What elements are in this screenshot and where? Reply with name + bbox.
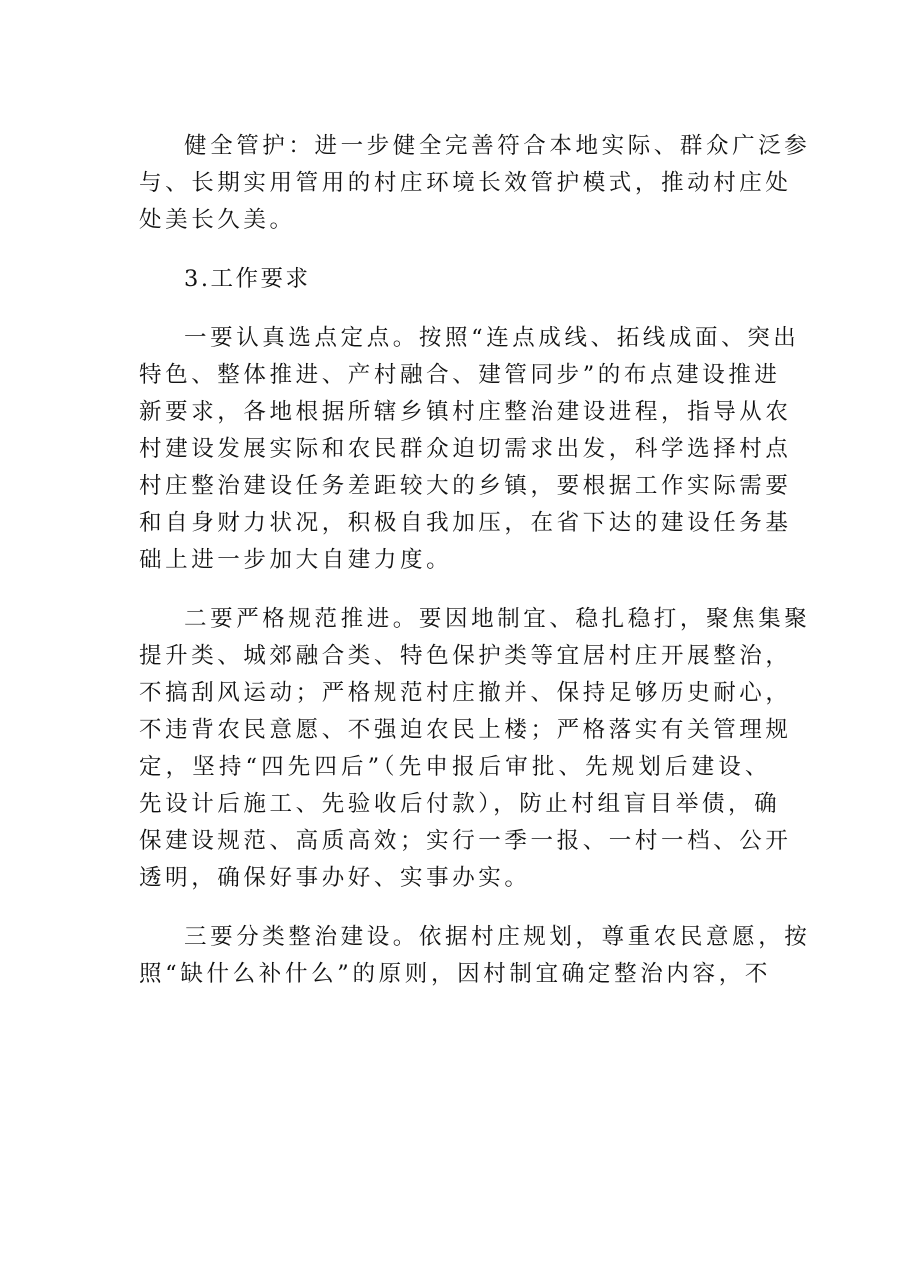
text-line: 保建设规范、高质高效；实行一季一报、一村一档、公开 — [139, 828, 792, 854]
text-line: 透明，确保好事办好、实事办实。 — [139, 865, 531, 891]
text-line: 提升类、城郊融合类、特色保护类等宜居村庄开展整治， — [139, 643, 792, 669]
section-heading-work-requirements: 3.工作要求 — [184, 266, 311, 292]
text-line: 不搞刮风运动；严格规范村庄撤并、保持足够历史耐心， — [139, 680, 792, 706]
text-line: 先设计后施工、先验收后付款），防止村组盲目举债，确 — [139, 791, 781, 817]
text-line: 照“缺什么补什么”的原则，因村制宜确定整治内容，不 — [139, 961, 771, 987]
text-line: 和自身财力状况，积极自我加压，在省下达的建设任务基 — [139, 510, 792, 536]
text-line: 与、长期实用管用的村庄环境长效管护模式，推动村庄处 — [139, 170, 792, 196]
text-line: 村建设发展实际和农民群众迫切需求出发，科学选择村点 — [139, 436, 792, 462]
paragraph-strict-standards — [139, 601, 811, 897]
paragraph-select-points — [139, 320, 800, 579]
text-line: 不违背农民意愿、不强迫农民上楼；严格落实有关管理规 — [139, 717, 792, 743]
text-line: 健全管护：进一步健全完善符合本地实际、群众广泛参 — [184, 133, 811, 159]
paragraph-management-protection — [139, 128, 811, 239]
text-line: 三要分类整治建设。依据村庄规划，尊重农民意愿，按 — [184, 924, 811, 950]
text-line: 一要认真选点定点。按照“连点成线、拓线成面、突出 — [184, 325, 800, 351]
text-line: 特色、整体推进、产村融合、建管同步”的布点建设推进 — [139, 362, 781, 388]
document-body — [139, 128, 811, 993]
paragraph-classified-renovation — [139, 919, 811, 993]
text-line: 础上进一步加大自建力度。 — [139, 547, 453, 573]
text-line: 二要严格规范推进。要因地制宜、稳扎稳打，聚焦集聚 — [184, 606, 811, 632]
text-line: 村庄整治建设任务差距较大的乡镇，要根据工作实际需要 — [139, 473, 792, 499]
text-line: 处美长久美。 — [139, 207, 296, 233]
text-line: 新要求，各地根据所辖乡镇村庄整治建设进程，指导从农 — [139, 399, 792, 425]
text-line: 定，坚持“四先四后”（先申报后审批、先规划后建设、 — [139, 754, 771, 780]
